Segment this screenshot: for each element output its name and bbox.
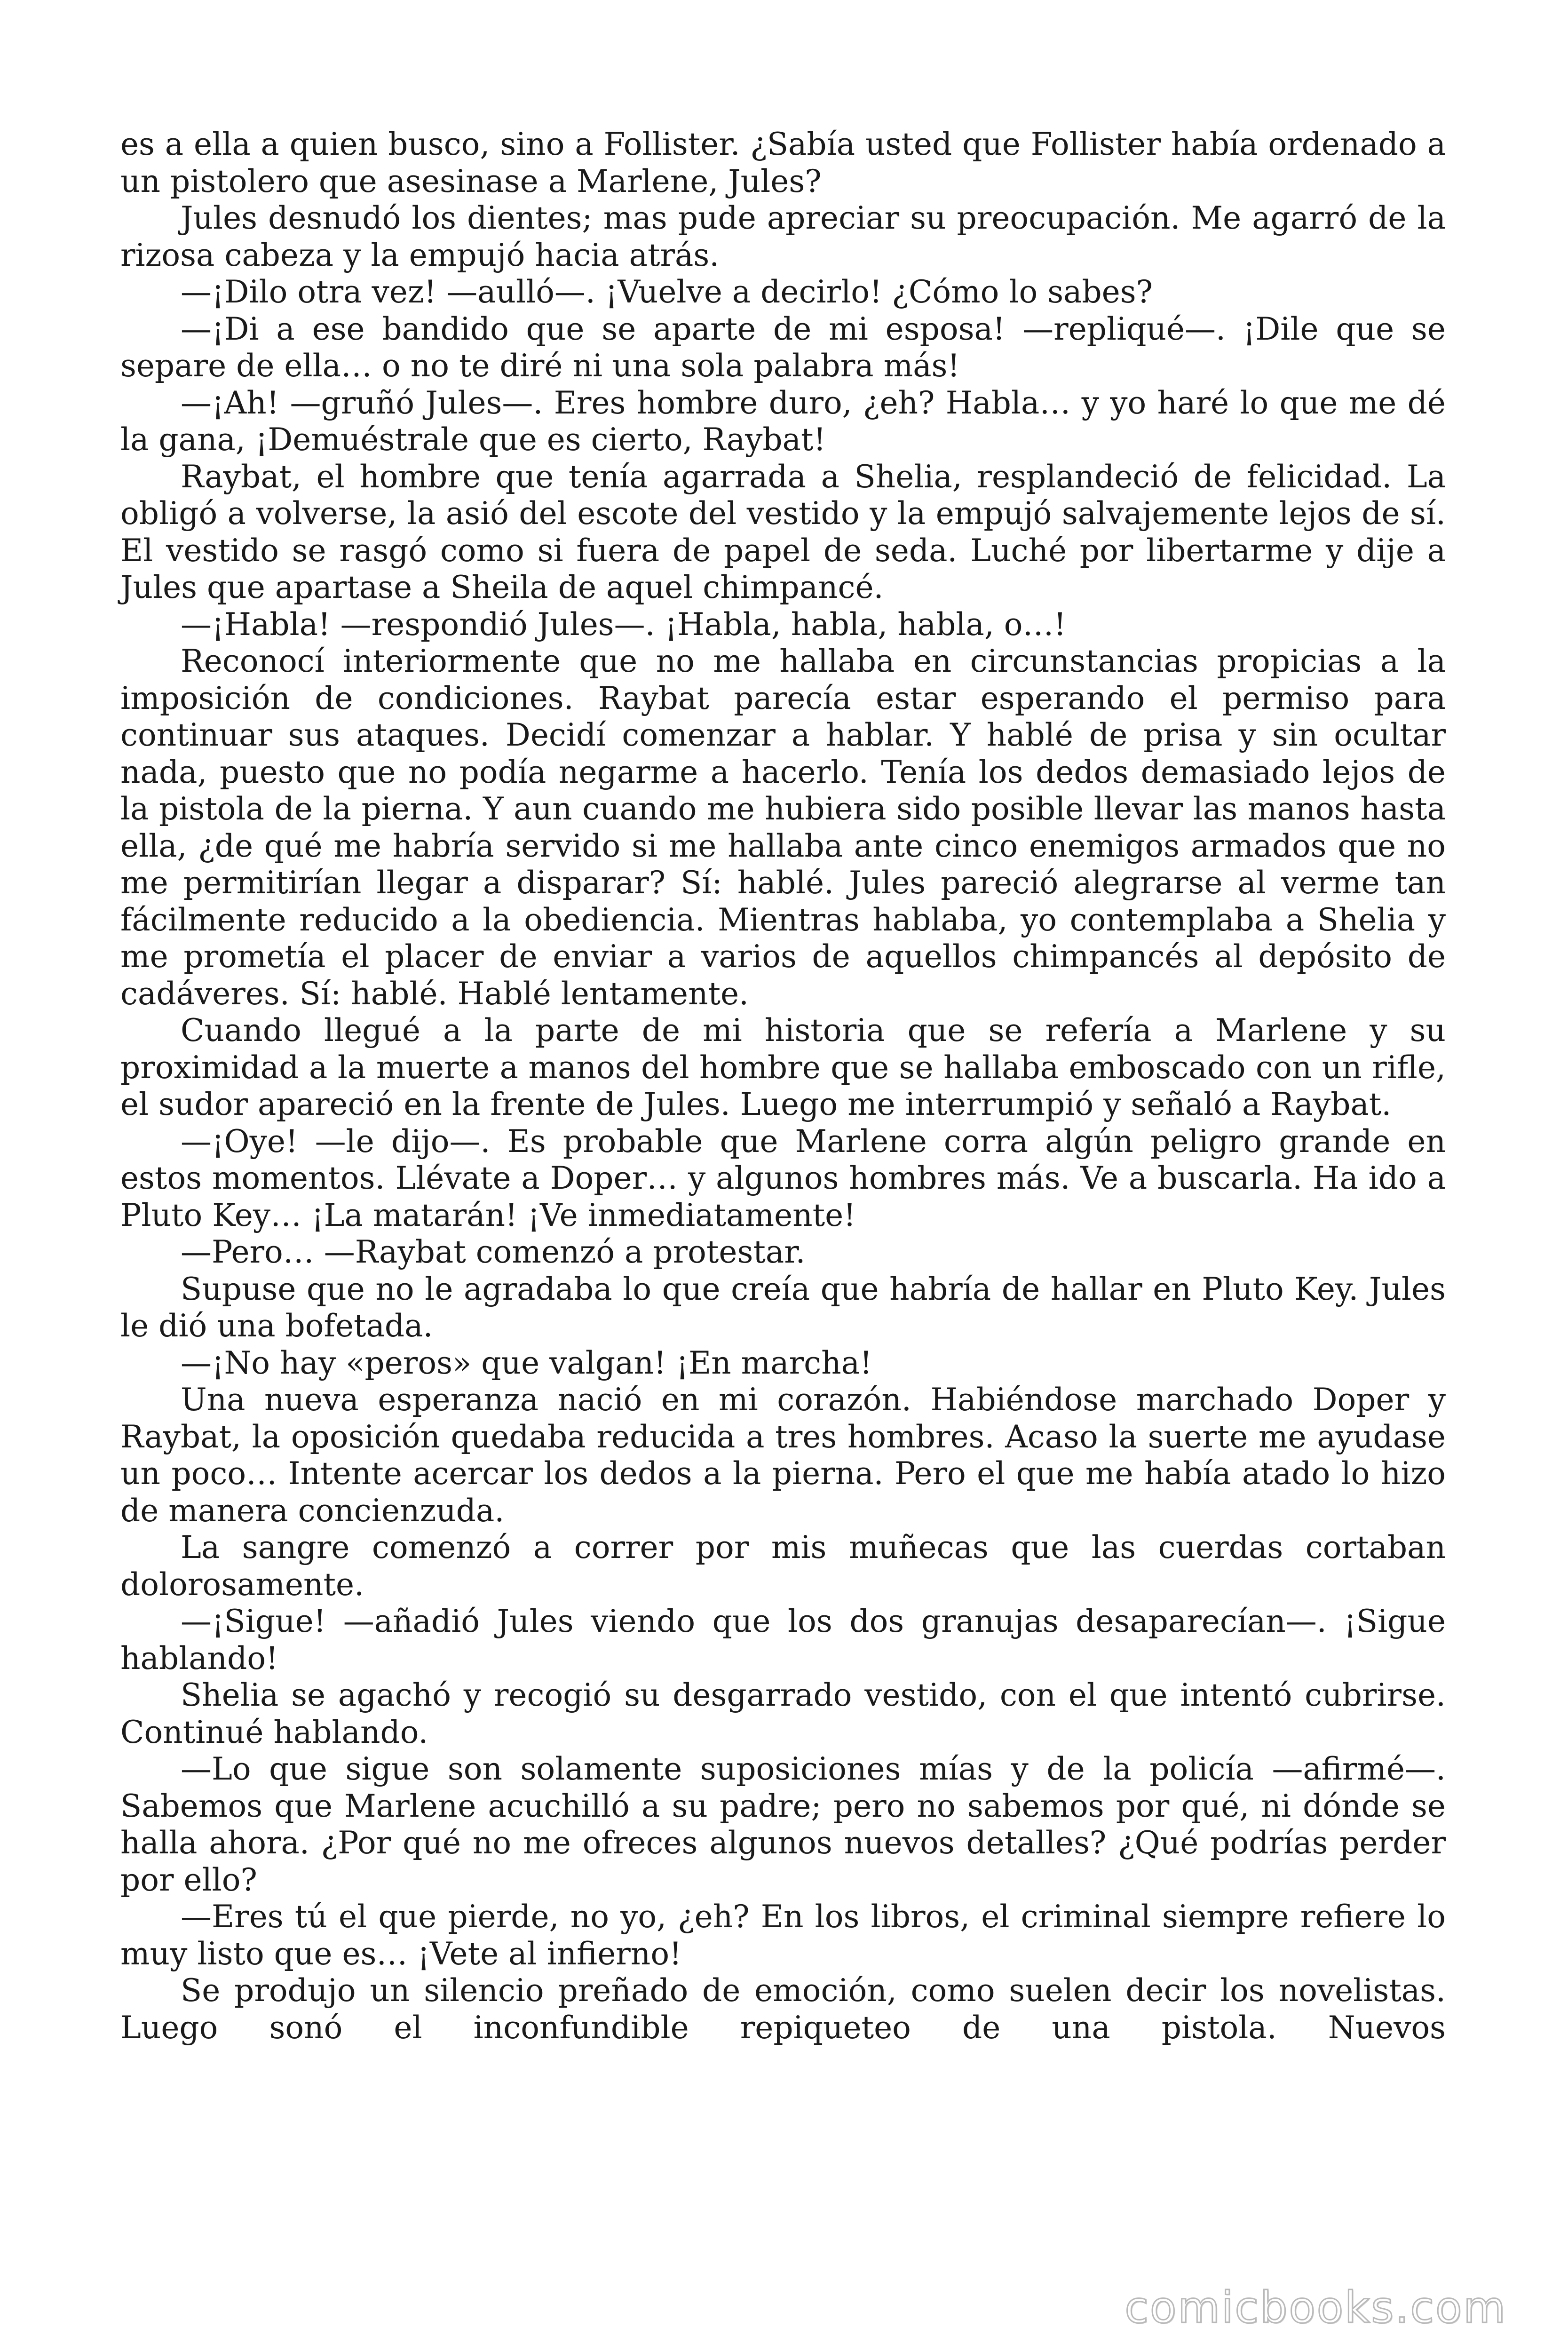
paragraph-12: Supuse que no le agradaba lo que creía que habría de hallar en Pluto Key. Jules le dió una bofetada. [120, 1271, 1446, 1344]
book-page-text [120, 126, 1446, 2046]
paragraph-15: La sangre comenzó a correr por mis muñecas que las cuerdas cortaban dolorosamente. [120, 1529, 1446, 1603]
paragraph-19: —Eres tú el que pierde, no yo, ¿eh? En los libros, el criminal siempre refiere lo muy listo que es… ¡Vete al infierno! [120, 1899, 1446, 1972]
paragraph-14: Una nueva esperanza nació en mi corazón. Habiéndose marchado Doper y Raybat, la oposición quedaba reducida a tres hombres. Acaso la suerte me ayudase un poco… Intente acercar los dedos a la pierna. Pero el que me había atado lo hizo de manera concienzuda. [120, 1382, 1446, 1529]
watermark-logo: comicbooks.com [1125, 2282, 1507, 2333]
paragraph-11: —Pero… —Raybat comenzó a protestar. [181, 1234, 806, 1270]
paragraph-16: —¡Sigue! —añadió Jules viendo que los dos granujas desaparecían—. ¡Sigue hablando! [120, 1603, 1446, 1677]
paragraph-5: —¡Ah! —gruñó Jules—. Eres hombre duro, ¿eh? Habla… y yo haré lo que me dé la gana, ¡Demuéstrale que es cierto, Raybat! [120, 384, 1446, 458]
paragraph-20: Se produjo un silencio preñado de emoción, como suelen decir los novelistas. Luego sonó el inconfundible repiqueteo de una pistola. Nuevos [120, 1972, 1446, 2046]
paragraph-9: Cuando llegué a la parte de mi historia que se refería a Marlene y su proximidad a la muerte a manos del hombre que se hallaba emboscado con un rifle, el sudor apareció en la frente de Jules. Luego me interrumpió y señaló a Raybat. [120, 1012, 1446, 1122]
paragraph-8: Reconocí interiormente que no me hallaba en circunstancias propicias a la imposición de condiciones. Raybat parecía estar esperando el permiso para continuar sus ataques. Decidí comenzar a hablar. Y hablé de prisa y sin ocultar nada, puesto que no podía negarme a hacerlo. Tenía los dedos demasiado lejos de la pistola de la pierna. Y aun cuando me hubiera sido posible llevar las manos hasta ella, ¿de qué me habría servido si me hallaba ante cinco enemigos armados que no me permitirían llegar a disparar? Sí: hablé. Jules pareció alegrarse al verme tan fácilmente reducido a la obediencia. Mientras hablaba, yo contemplaba a Shelia y me prometía el placer de enviar a varios de aquellos chimpancés al depósito de cadáveres. Sí: hablé. Hablé lentamente. [120, 643, 1446, 1012]
paragraph-2: Jules desnudó los dientes; mas pude apreciar su preocupación. Me agarró de la rizosa cabeza y la empujó hacia atrás. [120, 200, 1446, 273]
paragraph-10: —¡Oye! —le dijo—. Es probable que Marlene corra algún peligro grande en estos momentos. Llévate a Doper… y algunos hombres más. Ve a buscarla. Ha ido a Pluto Key… ¡La matarán! ¡Ve inmediatamente! [120, 1123, 1446, 1233]
paragraph-4: —¡Di a ese bandido que se aparte de mi esposa! —repliqué—. ¡Dile que se separe de ella… o no te diré ni una sola palabra más! [120, 310, 1446, 384]
paragraph-7: —¡Habla! —respondió Jules—. ¡Habla, habla, habla, o…! [181, 606, 1067, 643]
paragraph-3: —¡Dilo otra vez! —aulló—. ¡Vuelve a decirlo! ¿Cómo lo sabes? [181, 274, 1153, 310]
paragraph-1: es a ella a quien busco, sino a Follister. ¿Sabía usted que Follister había ordenado a un pistolero que asesinase a Marlene, Jules? [120, 126, 1446, 199]
paragraph-18: —Lo que sigue son solamente suposiciones mías y de la policía —afirmé—. Sabemos que Marlene acuchilló a su padre; pero no sabemos por qué, ni dónde se halla ahora. ¿Por qué no me ofreces algunos nuevos detalles? ¿Qué podrías perder por ello? [120, 1751, 1446, 1898]
paragraph-6: Raybat, el hombre que tenía agarrada a Shelia, resplandeció de felicidad. La obligó a volverse, la asió del escote del vestido y la empujó salvajemente lejos de sí. El vestido se rasgó como si fuera de papel de seda. Luché por libertarme y dije a Jules que apartase a Sheila de aquel chimpancé. [120, 458, 1446, 605]
paragraph-13: —¡No hay «peros» que valgan! ¡En marcha! [181, 1344, 872, 1381]
paragraph-17: Shelia se agachó y recogió su desgarrado vestido, con el que intentó cubrirse. Continué hablando. [120, 1677, 1446, 1750]
